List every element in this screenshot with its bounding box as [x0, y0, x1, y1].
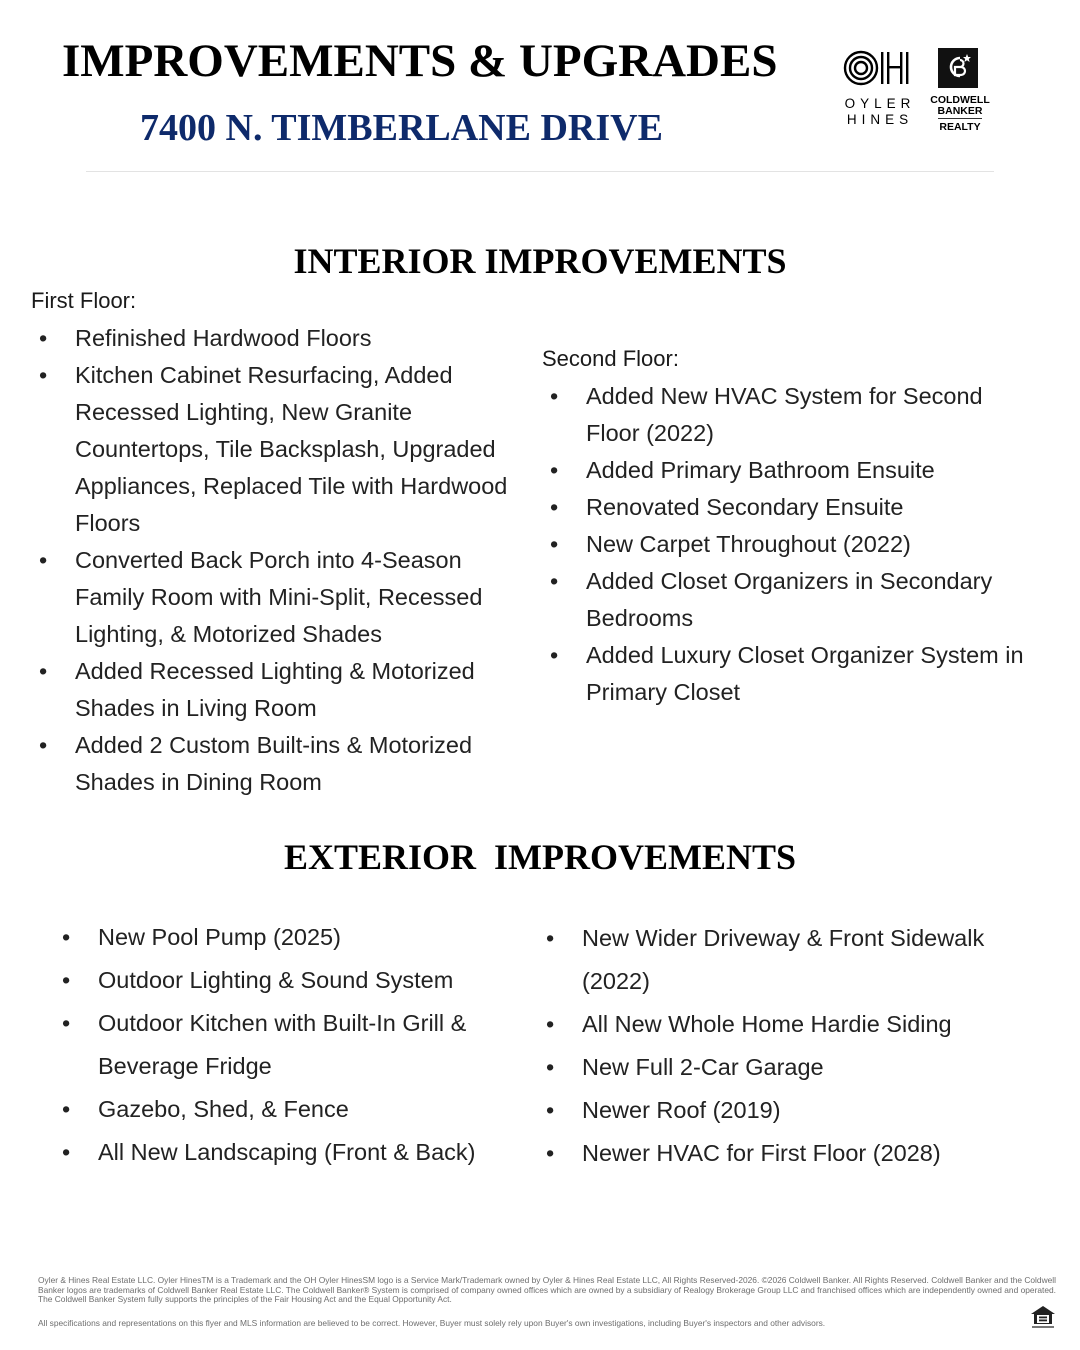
list-item: • New Pool Pump (2025): [54, 916, 514, 959]
coldwell-word: COLDWELL: [930, 94, 990, 106]
banker-word: BANKER: [937, 105, 983, 117]
first-floor-list: [31, 320, 521, 801]
equal-housing-opportunity-icon: [1030, 1304, 1056, 1330]
list-item: • New Wider Driveway & Front Sidewalk (2022): [538, 917, 1028, 1003]
bullet-icon: •: [550, 383, 559, 409]
first-floor-label: First Floor:: [31, 288, 137, 313]
list-item: • Outdoor Lighting & Sound System: [54, 959, 514, 1002]
list-item: • Renovated Secondary Ensuite: [542, 489, 1042, 526]
property-address: 7400 N. TIMBERLANE DRIVE: [140, 107, 663, 149]
bullet-icon: •: [550, 531, 559, 557]
bullet-icon: •: [39, 732, 48, 758]
bullet-icon: •: [39, 362, 48, 388]
list-item: • Added Primary Bathroom Ensuite: [542, 452, 1042, 489]
bullet-icon: •: [546, 1011, 555, 1037]
list-item: • All New Whole Home Hardie Siding: [538, 1003, 1028, 1046]
bullet-icon: •: [546, 1097, 555, 1123]
list-item: • Added New HVAC System for Second Floor (2022): [542, 378, 1042, 452]
realty-word: REALTY: [939, 121, 981, 133]
bullet-icon: •: [550, 568, 559, 594]
bullet-icon: •: [62, 1139, 71, 1165]
bullet-icon: •: [546, 1054, 555, 1080]
oyler-word: OYLER: [844, 96, 916, 111]
list-item: • Added Luxury Closet Organizer System in Primary Closet: [542, 637, 1042, 711]
hines-word: HINES: [846, 112, 914, 127]
bullet-icon: •: [62, 924, 71, 950]
bullet-icon: •: [62, 1096, 71, 1122]
bullet-icon: •: [546, 925, 555, 951]
list-item: • All New Landscaping (Front & Back): [54, 1131, 514, 1174]
exterior-heading: EXTERIOR IMPROVEMENTS: [283, 837, 797, 877]
bullet-icon: •: [39, 325, 48, 351]
list-item: • New Full 2-Car Garage: [538, 1046, 1028, 1089]
list-item: • Newer HVAC for First Floor (2028): [538, 1132, 1028, 1175]
list-item: • Added Recessed Lighting & Motorized Shades in Living Room: [31, 653, 521, 727]
bullet-icon: •: [550, 457, 559, 483]
legal-disclaimer: Oyler & Hines Real Estate LLC. Oyler HinesTM is a Trademark and the OH Oyler HinesSM logo is a Service Mark/Trademark owned by Oyler & Hines Real Estate LLC, All Rights Reserved-2026. ©2026 Coldwell Banker. All Rights Reserved. Coldwell Banker and the Coldwell Banker logos are trademarks of Coldwell Banker Real Estate LLC. The Coldwell Banker® System is comprised of company owned offices which are owned by a subsidiary of Realogy Brokerage Group LLC and franchised offices which are independently owned and operated. The Coldwell Banker System fully supports the principles of the Fair Housing Act and the Equal Opportunity Act.: [38, 1275, 1056, 1305]
bullet-icon: •: [62, 967, 71, 993]
second-floor-list: [542, 378, 1042, 711]
list-item: • Outdoor Kitchen with Built-In Grill & Beverage Fridge: [54, 1002, 514, 1088]
exterior-left-list: [54, 916, 514, 1174]
second-floor-label: Second Floor:: [542, 346, 679, 371]
oyler-hines-logo: [840, 46, 920, 136]
list-item: • Added 2 Custom Built-ins & Motorized Shades in Dining Room: [31, 727, 521, 801]
mls-disclaimer: All specifications and representations on this flyer and MLS information are believed to be correct. However, Buyer must solely rely upon Buyer's own investigations, including Buyer's inspectors and other advisors.: [38, 1318, 826, 1328]
list-item: • Converted Back Porch into 4-Season Family Room with Mini-Split, Recessed Lighting, & Motorized Shades: [31, 542, 521, 653]
page-title: IMPROVEMENTS & UPGRADES: [62, 35, 778, 87]
bullet-icon: •: [550, 642, 559, 668]
header-divider: [86, 171, 994, 172]
bullet-icon: •: [62, 1010, 71, 1036]
interior-heading: INTERIOR IMPROVEMENTS: [293, 241, 787, 281]
list-item: • Gazebo, Shed, & Fence: [54, 1088, 514, 1131]
cb-monogram-icon: [938, 48, 978, 88]
list-item: • Kitchen Cabinet Resurfacing, Added Recessed Lighting, New Granite Countertops, Tile Backsplash, Upgraded Appliances, Replaced Tile with Hardwood Floors: [31, 357, 521, 542]
list-item: • Added Closet Organizers in Secondary Bedrooms: [542, 563, 1042, 637]
oh-monogram-icon: [842, 50, 922, 90]
list-item: • Newer Roof (2019): [538, 1089, 1028, 1132]
bullet-icon: •: [39, 658, 48, 684]
bullet-icon: •: [550, 494, 559, 520]
bullet-icon: •: [546, 1140, 555, 1166]
list-item: • New Carpet Throughout (2022): [542, 526, 1042, 563]
coldwell-banker-logo: [922, 46, 998, 136]
bullet-icon: •: [39, 547, 48, 573]
logo-rule: [938, 118, 982, 119]
brand-logos: [840, 46, 1000, 136]
exterior-right-list: [538, 917, 1028, 1175]
list-item: • Refinished Hardwood Floors: [31, 320, 521, 357]
